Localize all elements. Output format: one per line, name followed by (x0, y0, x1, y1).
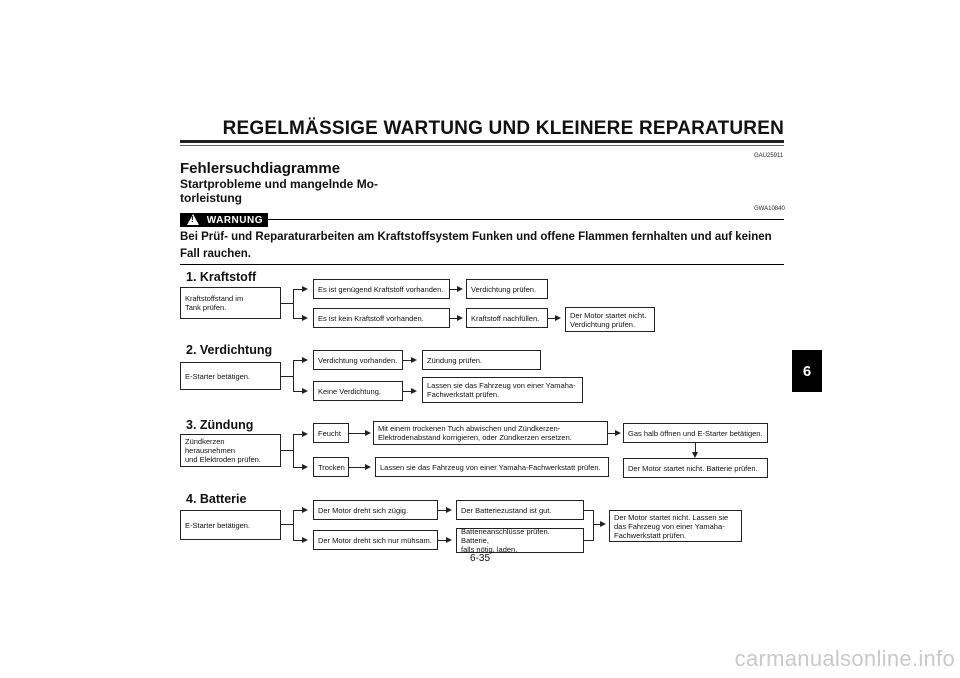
connector-line (293, 289, 294, 319)
page-header-title: REGELMÄSSIGE WARTUNG UND KLEINERE REPARATUREN (222, 118, 784, 139)
flow-box (375, 457, 609, 477)
connector-line (438, 510, 446, 511)
section-2-title: 2. Verdichtung (186, 343, 273, 357)
flow-box (313, 381, 403, 401)
flow-box (422, 350, 541, 370)
flow-box (456, 528, 584, 553)
page-number: 6-35 (469, 553, 490, 564)
flow-box-label: Kraftstoff nachfüllen. (471, 313, 540, 323)
connector-line (584, 540, 593, 541)
section-heading: Fehlersuchdiagramme (180, 160, 341, 177)
flow-box (623, 458, 768, 478)
flow-box-label: Batterieanschlüsse prüfen. Batterie, falls nötig, laden. (461, 527, 550, 554)
arrow-icon (457, 286, 463, 292)
arrow-icon (615, 430, 621, 436)
connector-line (349, 433, 365, 434)
arrow-icon (302, 315, 308, 321)
flow-box (313, 423, 349, 443)
flow-box-label: Es ist kein Kraftstoff vorhanden. (318, 313, 424, 323)
flow-box-label: Trocken (318, 462, 345, 472)
arrow-icon (302, 388, 308, 394)
arrow-icon (411, 388, 417, 394)
connector-line (293, 391, 302, 392)
connector-line (293, 434, 294, 468)
connector-line (593, 524, 600, 525)
flow-box-label: Der Motor dreht sich zügig. (318, 505, 409, 515)
flow-box (466, 279, 548, 299)
arrow-icon (365, 464, 371, 470)
flow-box (373, 421, 608, 445)
connector-line (584, 510, 593, 511)
connector-line (403, 360, 411, 361)
flow-box-label: Der Batteriezustand ist gut. (461, 505, 552, 515)
flow-box (313, 457, 349, 477)
section-4-title: 4. Batterie (186, 492, 247, 506)
flow-box (313, 350, 403, 370)
arrow-icon (302, 537, 308, 543)
warning-code: GWA10840 (754, 206, 785, 212)
connector-line (293, 289, 302, 290)
arrow-icon (411, 357, 417, 363)
connector-line (293, 467, 302, 468)
watermark: carmanualsonline.info (734, 646, 955, 671)
header-rule (180, 140, 784, 143)
connector-line (608, 433, 615, 434)
arrow-icon (600, 521, 606, 527)
connector-line (293, 318, 302, 319)
connector-line (281, 303, 293, 304)
flow-box (422, 377, 583, 403)
connector-line (403, 391, 411, 392)
flow-box (565, 307, 655, 332)
flow-box-label: Verdichtung prüfen. (471, 284, 537, 294)
flow-box (609, 510, 742, 542)
flow-box-label: Mit einem trockenen Tuch abwischen und Zündkerzen- Elektrodenabstand korrigieren, oder Zündkerzen ersetzen. (378, 424, 572, 442)
warning-rule-bottom (180, 264, 784, 265)
arrow-icon (555, 315, 561, 321)
arrow-icon (302, 286, 308, 292)
header-rule-thin (180, 145, 784, 146)
arrow-icon (446, 537, 452, 543)
flow-box (180, 434, 281, 467)
connector-line (293, 510, 302, 511)
arrow-icon (446, 507, 452, 513)
flow-box-label: Der Motor startet nicht. Verdichtung prüfen. (570, 310, 647, 329)
warning-text: Bei Prüf- und Reparaturarbeiten am Kraftstoffsystem Funken und offene Flammen fernhalten und auf keinen Fall rauchen. (180, 231, 772, 260)
connector-line (349, 467, 365, 468)
flow-box (180, 510, 281, 540)
flow-box-label: Kraftstoffstand im Tank prüfen. (185, 294, 244, 312)
warning-rule (268, 219, 784, 220)
flow-box (456, 500, 584, 520)
subheading-line1: Startprobleme und mangelnde Mo- (180, 177, 379, 191)
connector-line (438, 540, 446, 541)
subheading-line2: torleistung (180, 191, 242, 205)
flow-box-label: Feucht (318, 428, 341, 438)
connector-line (450, 318, 457, 319)
warning-triangle-icon (187, 214, 199, 225)
flow-box-label: E-Starter betätigen. (185, 520, 251, 530)
reference-code: GAU25911 (754, 153, 784, 159)
arrow-icon (302, 507, 308, 513)
flow-box (180, 287, 281, 319)
flow-box-label: Der Motor startet nicht. Lassen sie das Fahrzeug von einer Yamaha- Fachwerkstatt prüfen. (614, 512, 729, 540)
flow-box (466, 308, 548, 328)
connector-line (548, 318, 555, 319)
connector-line (281, 524, 293, 525)
flow-box-label: Der Motor startet nicht. Batterie prüfen. (628, 463, 758, 473)
section-3-title: 3. Zündung (186, 418, 254, 432)
flow-box (313, 308, 450, 328)
flow-box-label: E-Starter betätigen. (185, 371, 251, 381)
flow-box-label: Zündkerzen herausnehmen und Elektroden prüfen. (185, 437, 261, 464)
connector-line (281, 450, 293, 451)
connector-line (293, 510, 294, 541)
flow-box-label: Keine Verdichtung. (318, 386, 381, 396)
arrow-icon (302, 431, 308, 437)
flow-box-label: Der Motor dreht sich nur mühsam. (318, 535, 432, 545)
connector-line (281, 376, 293, 377)
flow-box-label: Gas halb öffnen und E-Starter betätigen. (628, 428, 763, 438)
flow-box-label: Lassen sie das Fahrzeug von einer Yamaha-Fachwerkstatt prüfen. (380, 462, 601, 472)
connector-line (293, 540, 302, 541)
flow-box (313, 500, 438, 520)
connector-line (293, 360, 294, 392)
section-1-title: 1. Kraftstoff (186, 270, 257, 284)
connector-line (695, 443, 696, 452)
flow-box (313, 279, 450, 299)
connector-line (450, 289, 457, 290)
flow-box-label: Verdichtung vorhanden. (318, 355, 398, 365)
flow-box-label: Zündung prüfen. (427, 355, 483, 365)
connector-line (293, 434, 302, 435)
flow-box-label: Lassen sie das Fahrzeug von einer Yamaha- Fachwerkstatt prüfen. (427, 381, 576, 399)
arrow-icon (302, 464, 308, 470)
flow-box (313, 530, 438, 550)
chapter-tab: 6 (792, 350, 822, 392)
flow-box (623, 423, 768, 443)
warning-label: WARNUNG (206, 214, 263, 226)
arrow-icon (365, 430, 371, 436)
arrow-icon (457, 315, 463, 321)
warning-badge (180, 213, 268, 227)
flow-box (180, 362, 281, 390)
flow-box-label: Es ist genügend Kraftstoff vorhanden. (318, 284, 444, 294)
connector-line (593, 510, 594, 541)
connector-line (293, 360, 302, 361)
arrow-icon (302, 357, 308, 363)
